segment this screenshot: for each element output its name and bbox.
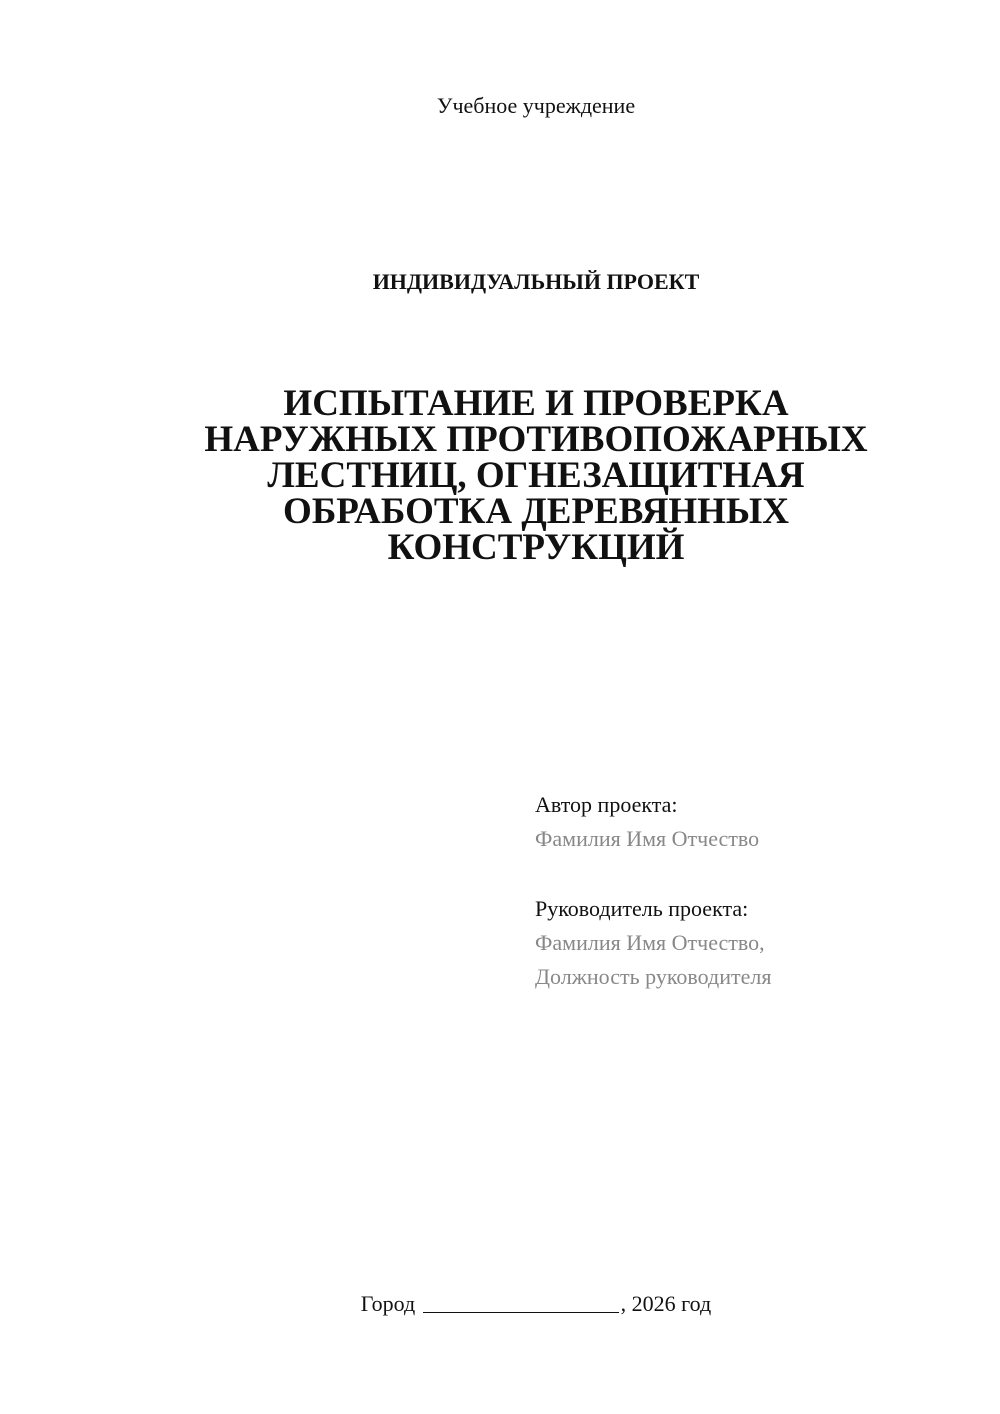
- city-blank-line: [423, 1290, 619, 1313]
- author-name-placeholder: Фамилия Имя Отчество: [535, 826, 760, 851]
- title-line: ЛЕСТНИЦ, ОГНЕЗАЩИТНАЯ: [267, 455, 805, 496]
- author-label: Автор проекта:: [535, 792, 678, 817]
- authors-block: [535, 788, 975, 994]
- supervisor-position-placeholder: Должность руководителя: [535, 964, 772, 989]
- supervisor-label: Руководитель проекта:: [535, 896, 749, 921]
- title-line: ОБРАБОТКА ДЕРЕВЯННЫХ: [283, 491, 789, 532]
- footer-city-year: [0, 1290, 1000, 1318]
- city-label: Город: [360, 1291, 416, 1316]
- title-line: НАРУЖНЫХ ПРОТИВОПОЖАРНЫХ: [204, 419, 868, 460]
- title-line: ИСПЫТАНИЕ И ПРОВЕРКА: [283, 383, 789, 424]
- title-line: КОНСТРУКЦИЙ: [387, 527, 685, 568]
- year-text: , 2026 год: [620, 1291, 712, 1316]
- project-title: [0, 383, 1000, 568]
- supervisor-name-placeholder: Фамилия Имя Отчество,: [535, 930, 765, 955]
- institution-name: Учебное учреждение: [436, 93, 636, 118]
- document-type: ИНДИВИДУАЛЬНЫЙ ПРОЕКТ: [372, 269, 700, 294]
